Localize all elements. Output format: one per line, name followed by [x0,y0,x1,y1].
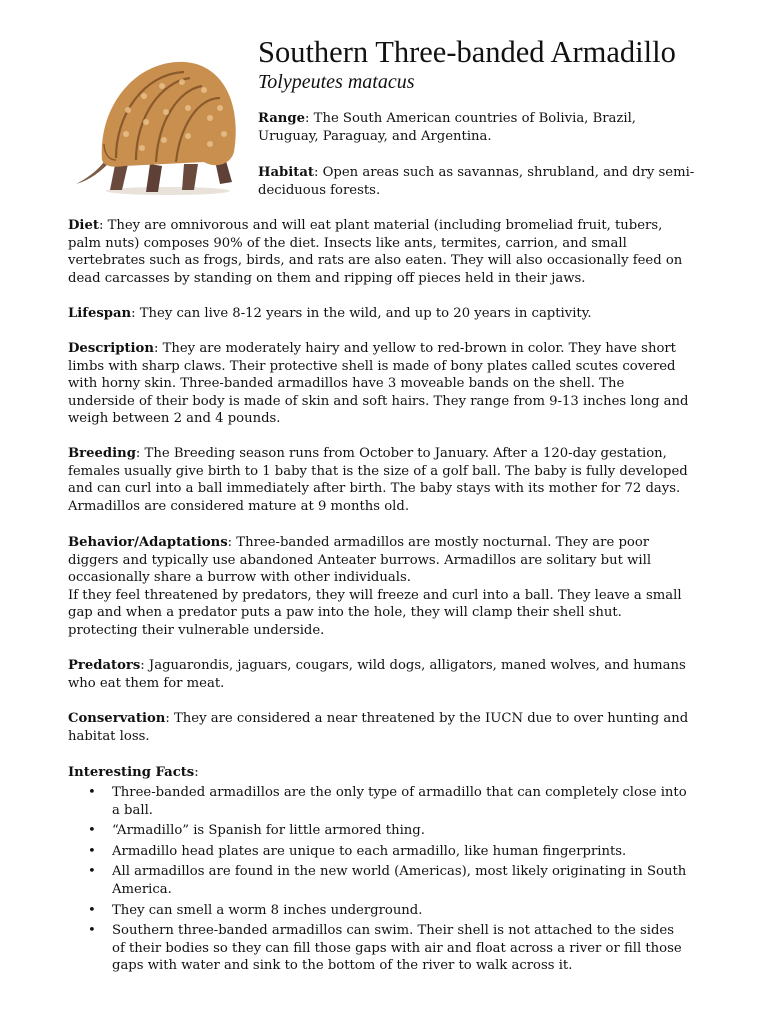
list-item [68,822,690,840]
list-item [68,902,690,920]
bullet-icon: • [88,902,96,918]
diet-section [68,217,690,287]
behavior-label: Behavior/Adaptations [68,535,228,550]
behavior-text: : Three-banded armadillos are mostly nocturnal. They are poor diggers and typically use abandoned Anteater burrows. Armadillos are solitary but will occasionally share a burrow with other individuals. [68,535,652,586]
range-section [258,110,698,145]
list-item [68,784,690,819]
description-label: Description [68,341,154,356]
behavior-text-2: If they feel threatened by predators, they will freeze and curl into a ball. They leave a small gap and when a predator puts a paw into the hole, they will clamp their shell shut. protecting their vulnerable underside. [68,587,682,638]
interesting-facts-heading [68,764,199,782]
breeding-section [68,445,690,515]
scientific-name: Tolypeutes matacus [258,71,415,93]
conservation-label: Conservation [68,711,166,726]
description-text: : They are moderately hairy and yellow to red-brown in color. They have short limbs with sharp claws. Their protective shell is made of bony plates called scutes covered with horny skin. Three-banded armadillos have 3 moveable bands on the shell. The underside of their body is made of skin and soft hairs. They range from 9-13 inches long and weigh between 2 and 4 pounds. [68,341,689,427]
range-text: : The South American countries of Bolivia, Brazil, Uruguay, Paraguay, and Argentina. [258,111,636,144]
predators-label: Predators [68,658,141,673]
description-section [68,340,690,428]
page-title: Southern Three-banded Armadillo [258,35,676,69]
diet-text: : They are omnivorous and will eat plant material (including bromeliad fruit, tubers, palm nuts) composes 90% of the diet. Insects like ants, termites, carrion, and small vertebrates such as frogs, birds, and rats are also eaten. They will also occasionally feed on dead carcasses by standing on them and ripping off pieces held in their jaws. [68,218,683,286]
facts-list [68,784,690,978]
predators-section [68,657,690,692]
habitat-section [258,164,698,199]
lifespan-text: : They can live 8-12 years in the wild, and up to 20 years in captivity. [131,306,592,321]
range-label: Range [258,111,306,126]
fact-text: They can smell a worm 8 inches underground. [112,902,423,918]
list-item [68,863,690,898]
fact-text: All armadillos are found in the new world (Americas), most likely originating in South America. [112,864,687,897]
armadillo-illustration-icon [64,48,254,198]
fact-text: Southern three-banded armadillos can swim. Their shell is not attached to the sides of their bodies so they can fill those gaps with air and float across a river or fill those gaps with water and sink to the bottom of the river to walk across it. [112,923,682,974]
lifespan-label: Lifespan [68,306,132,321]
bullet-icon: • [88,823,96,839]
breeding-text: : The Breeding season runs from October to January. After a 120-day gestation, females usually give birth to 1 baby that is the size of a golf ball. The baby is fully developed and can curl into a ball immediately after birth. The baby stays with its mother for 72 days. Armadillos are considered mature at 9 months old. [68,446,688,514]
habitat-text: : Open areas such as savannas, shrubland, and dry semi-deciduous forests. [258,165,695,198]
facts-label: Interesting Facts [68,765,195,780]
list-item [68,843,690,861]
conservation-section [68,710,690,745]
bullet-icon: • [88,843,96,859]
bullet-icon: • [88,864,96,880]
bullet-icon: • [88,923,96,939]
diet-label: Diet [68,218,99,233]
habitat-label: Habitat [258,165,314,180]
bullet-icon: • [88,785,96,800]
behavior-section [68,534,690,640]
conservation-text: : They are considered a near threatened by the IUCN due to over hunting and habitat loss. [68,711,689,744]
lifespan-section [68,305,690,323]
fact-text: “Armadillo” is Spanish for little armored thing. [112,823,425,839]
fact-text: Three-banded armadillos are the only type of armadillo that can completely close into a ball. [112,785,687,818]
list-item [68,922,690,975]
fact-text: Armadillo head plates are unique to each armadillo, like human fingerprints. [112,843,627,859]
predators-text: : Jaguarondis, jaguars, cougars, wild dogs, alligators, maned wolves, and humans who eat them for meat. [68,658,686,691]
breeding-label: Breeding [68,446,136,461]
facts-label-colon: : [194,765,199,780]
